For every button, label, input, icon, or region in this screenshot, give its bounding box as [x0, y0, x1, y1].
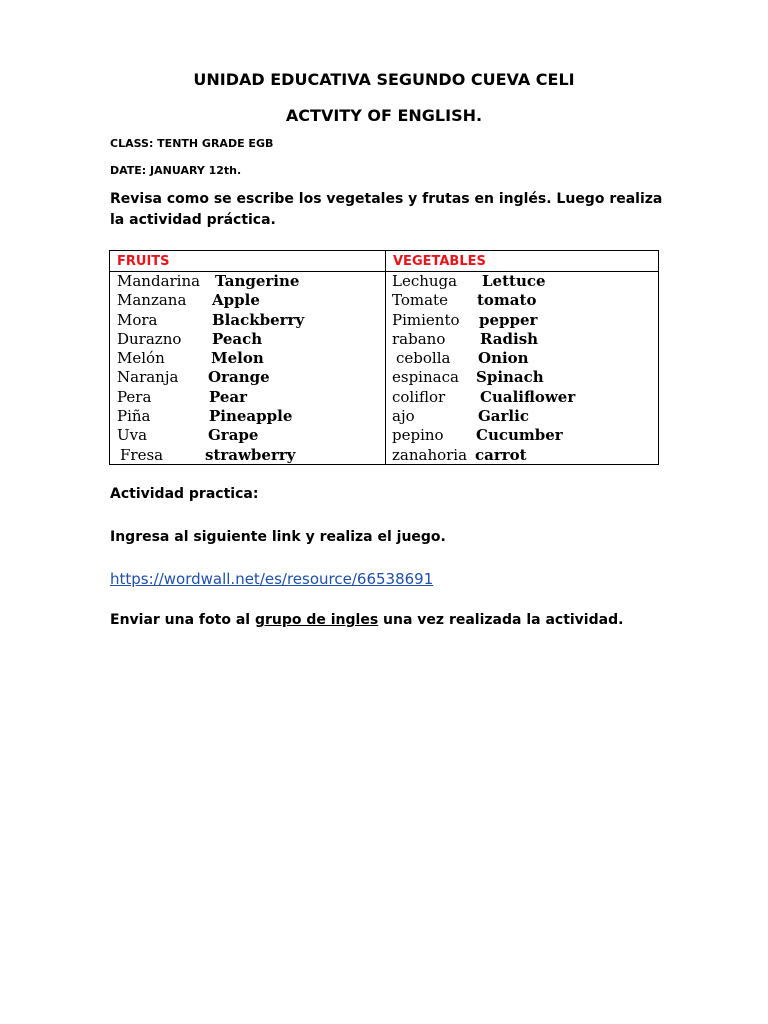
- vegetable-spanish: espinaca: [392, 368, 459, 387]
- vegetable-row: [386, 272, 658, 291]
- vegetable-row: [386, 368, 658, 387]
- fruit-spanish: Durazno: [117, 329, 182, 348]
- vegetable-spanish: ajo: [392, 407, 415, 426]
- intro-text: Revisa como se escribe los vegetales y frutas en inglés. Luego realiza la actividad práctica.: [110, 191, 663, 228]
- practice-heading: Actividad practica:: [110, 486, 259, 502]
- fruits-header: FRUITS: [110, 251, 385, 272]
- fruits-column: [110, 251, 386, 464]
- wordwall-link[interactable]: https://wordwall.net/es/resource/66538691: [110, 570, 434, 588]
- vegetable-spanish: pepino: [392, 426, 444, 445]
- vegetable-english: carrot: [475, 445, 527, 464]
- vegetable-english: Lettuce: [482, 272, 546, 290]
- vegetable-english: Onion: [478, 349, 529, 368]
- fruit-english: Orange: [208, 368, 270, 387]
- fruit-spanish: Uva: [117, 426, 148, 445]
- vegetable-english: Cualiflower: [480, 387, 576, 406]
- final-text-before: Enviar una foto al: [110, 612, 255, 628]
- vegetables-rows: [386, 272, 658, 465]
- fruit-english: Pineapple: [209, 407, 293, 426]
- fruit-spanish: Melón: [117, 349, 165, 368]
- practice-instruction: Ingresa al siguiente link y realiza el juego.: [110, 529, 446, 545]
- final-text-after: una vez realizada la actividad.: [378, 612, 624, 628]
- fruit-row: [110, 446, 385, 465]
- fruit-english: Blackberry: [212, 310, 305, 329]
- vegetable-spanish: cebolla: [396, 349, 451, 368]
- vegetable-spanish: Tomate: [392, 291, 448, 310]
- fruit-row: [110, 407, 385, 426]
- fruit-row: [110, 330, 385, 349]
- fruit-row: [110, 311, 385, 330]
- fruit-english: Tangerine: [215, 272, 300, 290]
- vegetable-english: Garlic: [478, 407, 529, 426]
- fruit-english: Peach: [212, 329, 263, 348]
- fruit-spanish: Mandarina: [117, 272, 201, 290]
- vegetable-english: Cucumber: [476, 426, 563, 445]
- send-photo-instruction: [110, 612, 623, 628]
- fruit-english: Apple: [212, 291, 260, 310]
- fruit-spanish: Manzana: [117, 291, 187, 310]
- vegetable-english: Spinach: [476, 368, 544, 387]
- vegetable-row: [386, 330, 658, 349]
- fruit-english: strawberry: [205, 445, 296, 464]
- fruit-spanish: Naranja: [117, 368, 179, 387]
- vegetable-spanish: Pimiento: [392, 310, 460, 329]
- fruit-english: Pear: [209, 387, 248, 406]
- fruit-row: [110, 388, 385, 407]
- fruit-spanish: Mora: [117, 310, 158, 329]
- date-line: DATE: JANUARY 12th.: [110, 164, 242, 177]
- vocabulary-table: [109, 250, 659, 465]
- school-title: UNIDAD EDUCATIVA SEGUNDO CUEVA CELI: [193, 70, 575, 89]
- vegetables-header: VEGETABLES: [386, 251, 658, 272]
- vegetable-row: [386, 446, 658, 465]
- vegetable-spanish: zanahoria: [392, 445, 468, 464]
- fruit-row: [110, 426, 385, 445]
- vegetables-column: [386, 251, 658, 464]
- vegetable-english: Radish: [480, 329, 539, 348]
- fruit-row: [110, 272, 385, 291]
- fruit-english: Melon: [211, 349, 264, 368]
- fruit-spanish: Fresa: [120, 445, 164, 464]
- vegetable-row: [386, 349, 658, 368]
- english-group-name: grupo de ingles: [254, 612, 379, 628]
- vegetable-row: [386, 407, 658, 426]
- vegetable-row: [386, 311, 658, 330]
- activity-title: ACTVITY OF ENGLISH.: [285, 106, 483, 125]
- vegetable-english: tomato: [477, 291, 537, 310]
- vegetable-row: [386, 426, 658, 445]
- fruit-spanish: Pera: [117, 387, 152, 406]
- fruit-english: Grape: [208, 426, 259, 445]
- fruit-row: [110, 349, 385, 368]
- fruit-spanish: Piña: [117, 407, 151, 426]
- vegetable-spanish: Lechuga: [392, 272, 458, 290]
- vegetable-english: pepper: [479, 310, 538, 329]
- vegetable-spanish: coliflor: [392, 387, 446, 406]
- vegetable-row: [386, 291, 658, 310]
- vegetable-spanish: rabano: [392, 329, 446, 348]
- class-line: CLASS: TENTH GRADE EGB: [110, 137, 274, 150]
- vegetable-row: [386, 388, 658, 407]
- fruits-rows: [110, 272, 385, 465]
- fruit-row: [110, 291, 385, 310]
- fruit-row: [110, 368, 385, 387]
